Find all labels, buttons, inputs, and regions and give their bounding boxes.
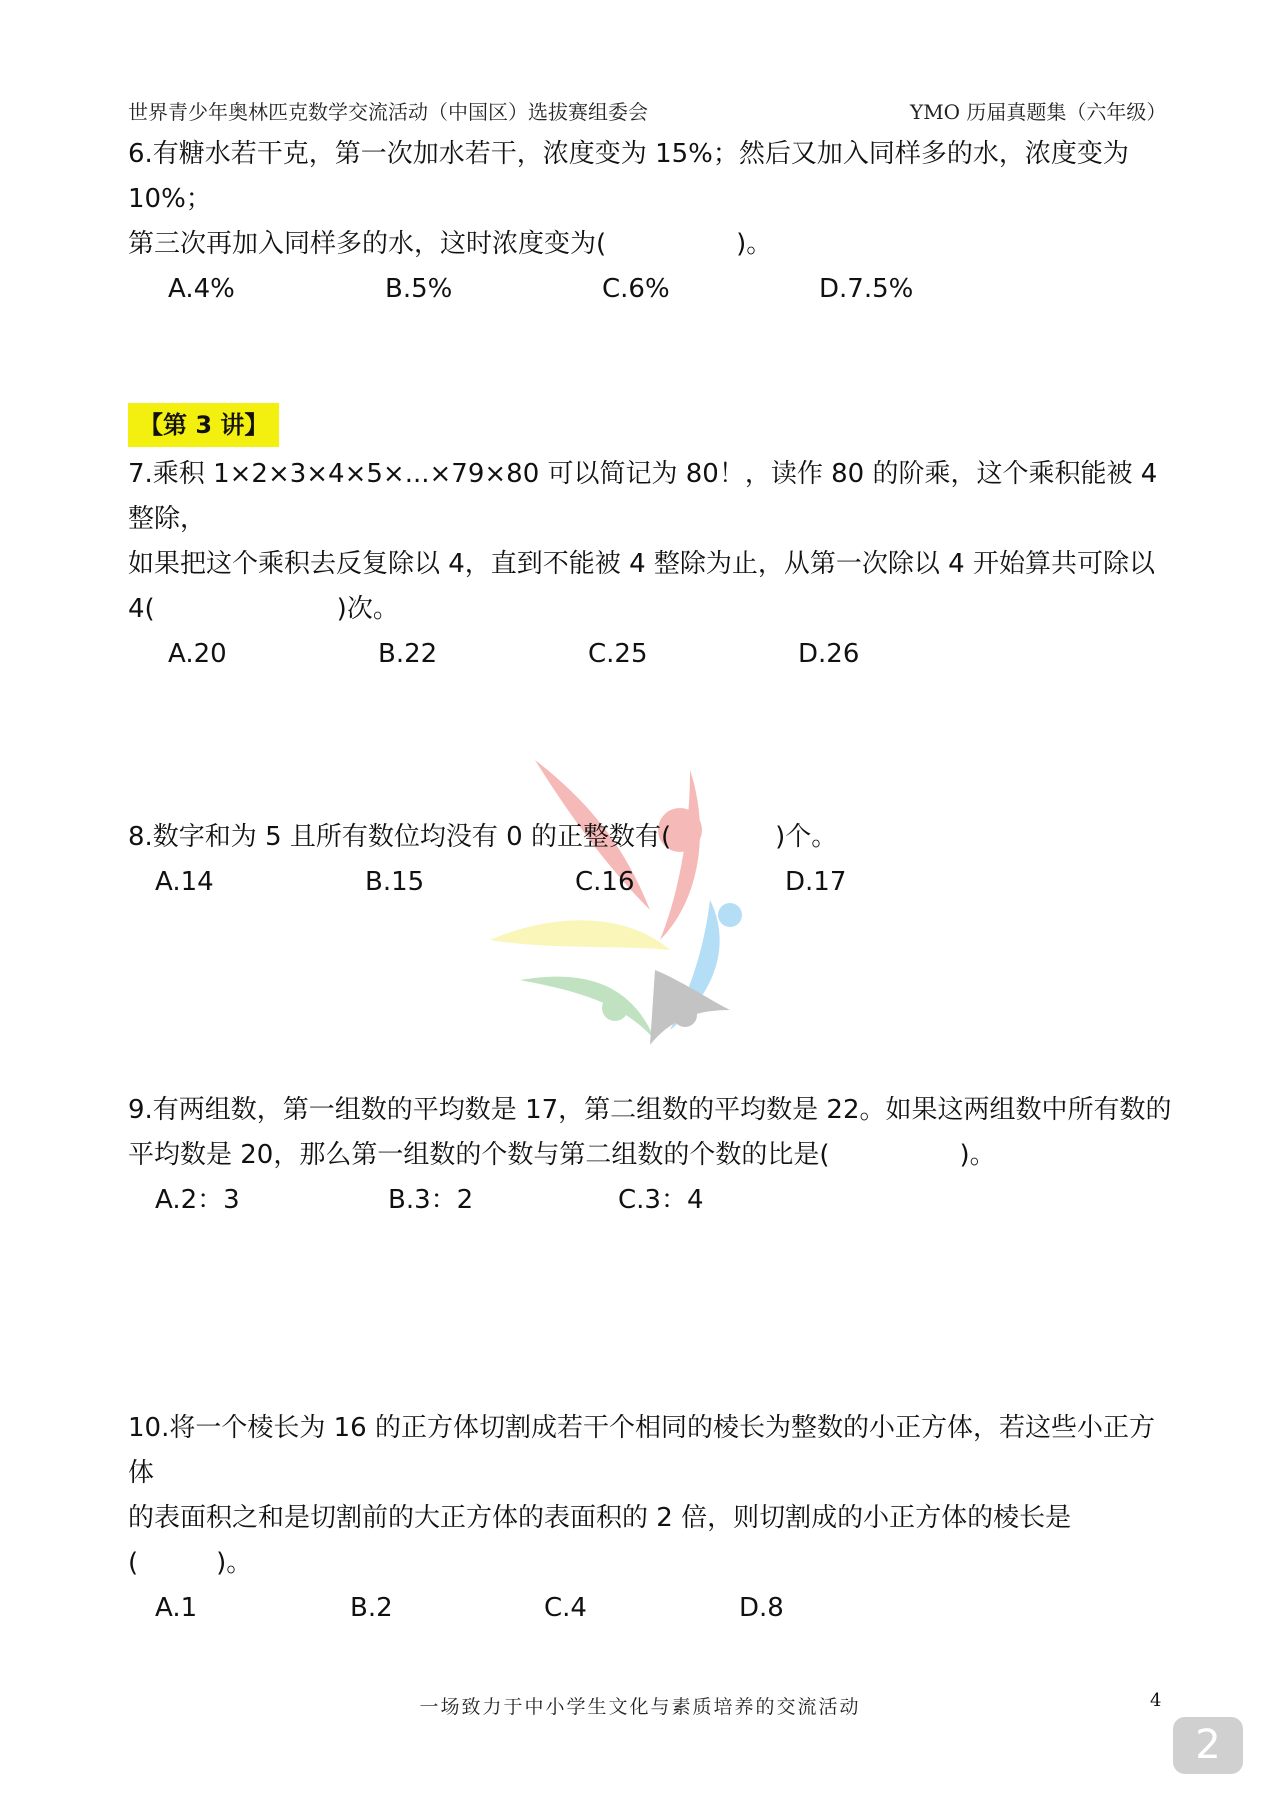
page-badge: 2 [1173, 1717, 1243, 1774]
option-c: C.25 [588, 639, 648, 669]
option-d: D.8 [739, 1593, 784, 1623]
question-10 [128, 1406, 1178, 1631]
option-c: C.16 [575, 867, 635, 897]
option-a: A.4% [168, 274, 235, 304]
option-b: B.22 [378, 639, 438, 669]
header-organizer: 世界青少年奥林匹克数学交流活动（中国区）选拔赛组委会 [128, 100, 648, 124]
page-number: 4 [1150, 1690, 1162, 1711]
option-c: C.3：4 [618, 1185, 704, 1215]
option-a: A.2：3 [155, 1185, 240, 1215]
question-text: 6.有糖水若干克，第一次加水若干，浓度变为 15%；然后又加入同样多的水，浓度变为 10%； 第三次再加入同样多的水，这时浓度变为( )。 [128, 139, 1129, 259]
answer-options [128, 860, 1178, 905]
option-b: B.3：2 [388, 1185, 474, 1215]
question-text: 9.有两组数，第一组数的平均数是 17，第二组数的平均数是 22。如果这两组数中所有数的 平均数是 20，那么第一组数的个数与第二组数的个数的比是( )。 [128, 1095, 1172, 1170]
question-7 [128, 452, 1178, 677]
option-a: A.14 [155, 867, 214, 897]
option-a: A.20 [168, 639, 227, 669]
question-6 [128, 132, 1178, 312]
option-b: B.15 [365, 867, 425, 897]
option-b: B.5% [385, 274, 453, 304]
header-book-title: YMO 历届真题集（六年级） [910, 100, 1167, 124]
answer-options [128, 632, 1178, 677]
option-c: C.4 [544, 1593, 587, 1623]
option-d: D.7.5% [819, 274, 914, 304]
option-d: D.26 [798, 639, 860, 669]
question-9 [128, 1088, 1178, 1223]
option-c: C.6% [602, 274, 670, 304]
option-b: B.2 [350, 1593, 393, 1623]
question-8 [128, 815, 1178, 905]
option-a: A.1 [155, 1593, 198, 1623]
question-text: 10.将一个棱长为 16 的正方体切割成若干个相同的棱长为整数的小正方体，若这些小正方体 的表面积之和是切割前的大正方体的表面积的 2 倍，则切割成的小正方体的棱长是( )。 [128, 1413, 1155, 1578]
option-d: D.17 [785, 867, 847, 897]
answer-options [128, 1586, 1178, 1631]
question-text: 8.数字和为 5 且所有数位均没有 0 的正整数有( )个。 [128, 822, 838, 852]
question-text: 7.乘积 1×2×3×4×5×...×79×80 可以简记为 80！，读作 80 的阶乘，这个乘积能被 4 整除， 如果把这个乘积去反复除以 4，直到不能被 4 整除为止，从第一次除以 4 开始算共可除以 4( )次。 [128, 459, 1158, 624]
section-tag: 【第 3 讲】 [128, 403, 279, 447]
answer-options [128, 1178, 1178, 1223]
answer-options [128, 267, 1178, 312]
footer-slogan: 一场致力于中小学生文化与素质培养的交流活动 [419, 1696, 861, 1718]
